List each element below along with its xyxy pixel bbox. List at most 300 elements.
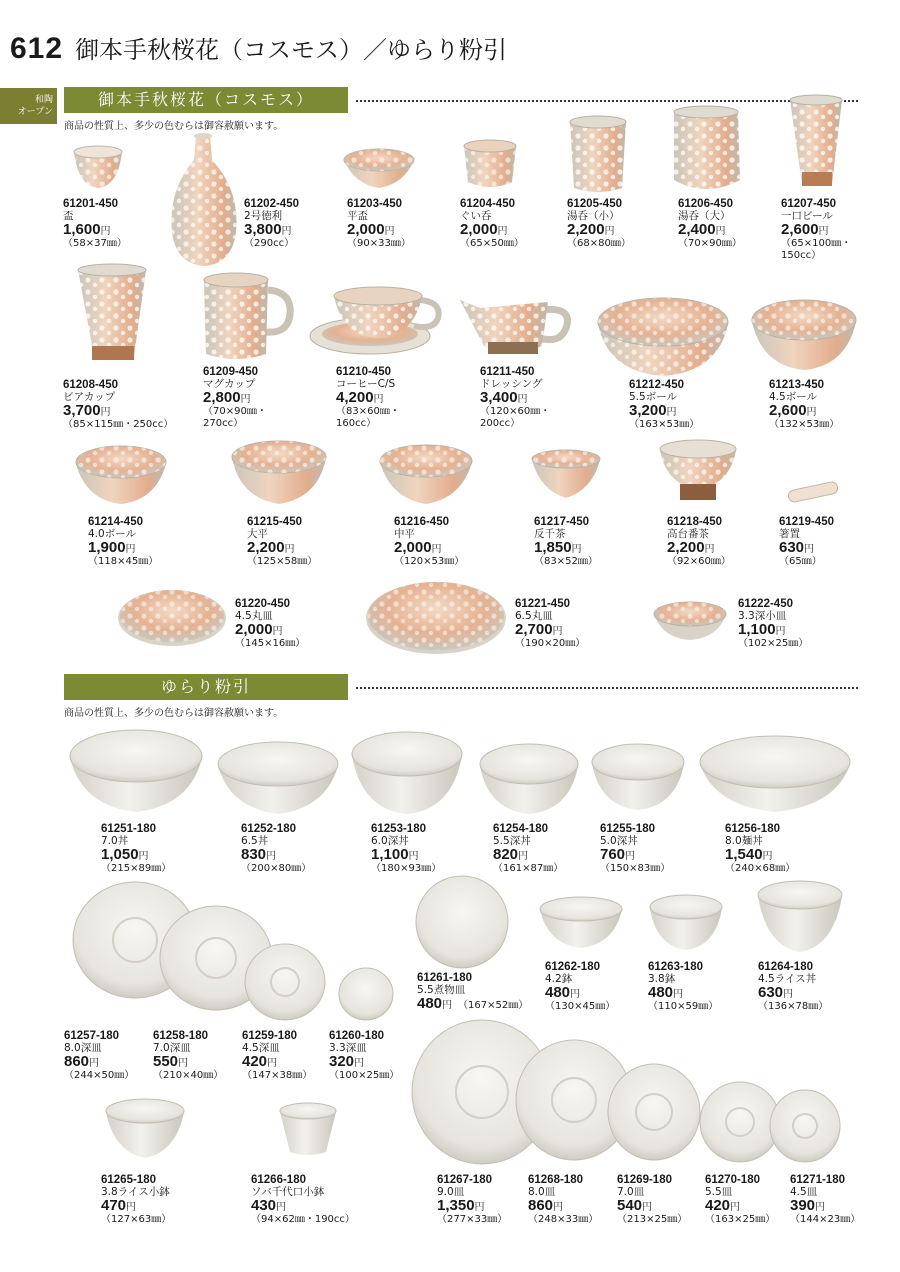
chuhira-bowl-photo — [380, 445, 472, 504]
yen-unit: 円 — [284, 544, 295, 555]
product-name: 5.5深丼 — [493, 835, 531, 847]
product-code: 61266-180 — [251, 1174, 306, 1186]
bowl-7-0-don-photo — [70, 730, 202, 812]
product-name: 箸置 — [779, 528, 800, 540]
product-price: 860 — [528, 1197, 554, 1214]
product-size: （163×25㎜） — [705, 1214, 776, 1225]
product-size: （127×63㎜） — [101, 1214, 172, 1225]
product-code: 61209-450 — [203, 366, 258, 378]
product-entry — [617, 1174, 687, 1226]
product-code: 61271-180 — [790, 1174, 845, 1186]
yen-unit: 円 — [281, 226, 292, 237]
product-price: 1,540 — [725, 846, 763, 863]
product-code: 61262-180 — [545, 961, 600, 973]
product-name: 4.2鉢 — [545, 973, 573, 985]
product-entry — [394, 516, 464, 568]
product-name: 6.5丼 — [241, 835, 269, 847]
soba-cup-photo — [280, 1103, 336, 1155]
coffee-cup-saucer-photo — [310, 287, 439, 354]
product-entry — [371, 823, 441, 875]
product-size: （161×87㎜） — [493, 863, 564, 874]
product-size: （213×25㎜） — [617, 1214, 688, 1225]
product-code: 61213-450 — [769, 379, 824, 391]
product-entry — [203, 366, 267, 430]
product-code: 61215-450 — [247, 516, 302, 528]
yen-unit: 円 — [730, 1202, 741, 1213]
product-name: 4.5深皿 — [242, 1042, 280, 1054]
yen-unit: 円 — [715, 226, 726, 237]
product-name: 5.0深丼 — [600, 835, 638, 847]
product-entry — [629, 379, 699, 431]
product-code: 61257-180 — [64, 1030, 119, 1042]
product-size: （120×53㎜） — [394, 556, 465, 567]
product-entry — [528, 1174, 598, 1226]
product-code: 61211-450 — [480, 366, 535, 378]
product-entry — [460, 198, 524, 250]
yen-unit: 円 — [100, 226, 111, 237]
tokkuri-photo — [171, 133, 236, 266]
product-size: （70×90㎜） — [678, 238, 742, 249]
product-code: 61218-450 — [667, 516, 722, 528]
product-code: 61264-180 — [758, 961, 813, 973]
yen-unit: 円 — [384, 226, 395, 237]
product-code: 61263-180 — [648, 961, 703, 973]
product-size: （102×25㎜） — [738, 638, 809, 649]
product-price: 2,700 — [515, 621, 553, 638]
bowl-3-8-photo — [650, 895, 722, 950]
bancha-cup-photo — [660, 440, 736, 500]
product-entry — [88, 516, 158, 568]
product-size-cont: 150cc） — [781, 250, 822, 261]
product-price: 420 — [242, 1053, 268, 1070]
product-price: 630 — [779, 539, 805, 556]
product-price: 2,200 — [567, 221, 605, 238]
product-price: 480 — [417, 995, 443, 1012]
product-price: 1,050 — [101, 846, 139, 863]
yen-unit: 円 — [642, 1202, 653, 1213]
product-code: 61205-450 — [567, 198, 622, 210]
yen-unit: 円 — [673, 989, 684, 1000]
product-code: 61214-450 — [88, 516, 143, 528]
yen-unit: 円 — [276, 1202, 287, 1213]
product-code: 61210-450 — [336, 366, 391, 378]
yen-unit: 円 — [240, 394, 251, 405]
yunomi-small-photo — [570, 116, 626, 192]
product-price: 540 — [617, 1197, 643, 1214]
product-price: 830 — [241, 846, 267, 863]
yen-unit: 円 — [354, 1058, 365, 1069]
yen-unit: 円 — [138, 851, 149, 862]
product-price: 320 — [329, 1053, 355, 1070]
product-price: 390 — [790, 1197, 816, 1214]
product-name: 2号徳利 — [244, 210, 283, 222]
yen-unit: 円 — [517, 394, 528, 405]
product-name: 3.8鉢 — [648, 973, 676, 985]
yen-unit: 円 — [442, 1000, 453, 1011]
product-entry — [153, 1030, 223, 1082]
product-code: 61253-180 — [371, 823, 426, 835]
product-size: （144×23㎜） — [790, 1214, 861, 1225]
product-size: （145×16㎜） — [235, 638, 306, 649]
product-size: （277×33㎜） — [437, 1214, 508, 1225]
product-size: （136×78㎜） — [758, 1001, 829, 1012]
product-price: 1,100 — [738, 621, 776, 638]
product-code: 61269-180 — [617, 1174, 672, 1186]
yen-unit: 円 — [762, 851, 773, 862]
yen-unit: 円 — [373, 394, 384, 405]
product-entry — [600, 823, 670, 875]
product-size: （83×52㎜） — [534, 556, 598, 567]
nimono-plate-photo — [416, 876, 508, 968]
yen-unit: 円 — [89, 1058, 100, 1069]
product-size-cont: 160cc） — [336, 418, 377, 429]
product-size: （120×60㎜・ — [480, 406, 551, 417]
product-code: 61204-450 — [460, 198, 515, 210]
product-name: 一口ビール — [781, 210, 833, 222]
product-name: 6.0深丼 — [371, 835, 409, 847]
product-size: （90×33㎜） — [347, 238, 411, 249]
section-divider — [356, 687, 858, 689]
product-price: 860 — [64, 1053, 90, 1070]
product-name: 9.0皿 — [437, 1186, 465, 1198]
rice-bowl-4-5-photo — [758, 881, 842, 952]
product-price: 2,600 — [781, 221, 819, 238]
product-price: 2,000 — [394, 539, 432, 556]
product-size: （290cc） — [244, 238, 295, 249]
yen-unit: 円 — [408, 851, 419, 862]
product-entry — [545, 961, 615, 1013]
product-code: 61259-180 — [242, 1030, 297, 1042]
plate-5-5-photo — [700, 1082, 780, 1162]
product-price: 3,200 — [629, 402, 667, 419]
product-name: 3.3深皿 — [329, 1042, 367, 1054]
product-size: （65㎜） — [779, 556, 822, 567]
product-size: （150×83㎜） — [600, 863, 671, 874]
yen-unit: 円 — [431, 544, 442, 555]
product-entry — [769, 379, 839, 431]
product-size: （132×53㎜） — [769, 419, 840, 430]
product-code: 61254-180 — [493, 823, 548, 835]
product-code: 61268-180 — [528, 1174, 583, 1186]
yen-unit: 円 — [178, 1058, 189, 1069]
product-code: 61220-450 — [235, 598, 290, 610]
product-price: 4,200 — [336, 389, 374, 406]
product-price: 2,000 — [347, 221, 385, 238]
product-price: 420 — [705, 1197, 731, 1214]
plate-4-5-photo — [118, 590, 226, 646]
product-entry — [251, 1174, 355, 1226]
product-name: 湯呑（小） — [567, 210, 620, 222]
product-name: 3.8ライス小鉢 — [101, 1186, 170, 1198]
product-size: （65×50㎜） — [460, 238, 524, 249]
product-size: （200×80㎜） — [241, 863, 312, 874]
product-entry — [758, 961, 828, 1013]
ohira-bowl-photo — [232, 441, 326, 504]
product-entry — [678, 198, 742, 250]
product-size: （240×68㎜） — [725, 863, 796, 874]
product-size: （118×45㎜） — [88, 556, 159, 567]
yen-unit: 円 — [518, 851, 529, 862]
yunomi-large-photo — [674, 106, 740, 189]
product-entry — [64, 1030, 134, 1082]
product-name: ビアカップ — [63, 391, 116, 403]
product-size: （65×100㎜・ — [781, 238, 852, 249]
product-entry — [101, 823, 171, 875]
product-name: 7.0丼 — [101, 835, 129, 847]
product-size: （248×33㎜） — [528, 1214, 599, 1225]
bowl-6-0-deep-don-photo — [352, 732, 462, 814]
product-code: 61270-180 — [705, 1174, 760, 1186]
yen-unit: 円 — [571, 544, 582, 555]
product-price: 2,000 — [235, 621, 273, 638]
product-name: 平盃 — [347, 210, 368, 222]
product-price: 3,400 — [480, 389, 518, 406]
product-entry — [480, 366, 550, 430]
product-price: 1,850 — [534, 539, 572, 556]
deep-plate-3-3-photo — [339, 968, 393, 1020]
product-name: 反千茶 — [534, 528, 566, 540]
product-name: 7.0皿 — [617, 1186, 645, 1198]
product-name: マグカップ — [203, 378, 256, 390]
product-name: 8.0麺丼 — [725, 835, 763, 847]
product-name: 8.0深皿 — [64, 1042, 102, 1054]
product-price: 470 — [101, 1197, 127, 1214]
category-tab-line1: 和陶 — [34, 95, 53, 105]
product-entry — [235, 598, 305, 650]
product-name: ドレッシング — [480, 378, 543, 390]
product-price: 2,800 — [203, 389, 241, 406]
product-entry — [781, 198, 851, 262]
product-size: （110×59㎜） — [648, 1001, 719, 1012]
product-name: 7.0深皿 — [153, 1042, 191, 1054]
product-name: 4.5丸皿 — [235, 610, 273, 622]
product-code: 61222-450 — [738, 598, 793, 610]
product-entry — [437, 1174, 507, 1226]
yen-unit: 円 — [815, 1202, 826, 1213]
product-entry — [779, 516, 834, 568]
product-size: （215×89㎜） — [101, 863, 172, 874]
bowl-5-0-deep-don-photo — [592, 744, 684, 810]
product-price: 630 — [758, 984, 784, 1001]
yen-unit: 円 — [474, 1202, 485, 1213]
product-name: 5.5ボール — [629, 391, 677, 403]
product-entry — [515, 598, 585, 650]
product-entry — [247, 516, 317, 568]
product-name: 4.5皿 — [790, 1186, 818, 1198]
product-size: （130×45㎜） — [545, 1001, 616, 1012]
product-code: 61267-180 — [437, 1174, 492, 1186]
product-price: 2,600 — [769, 402, 807, 419]
page-number: 612 — [10, 32, 64, 65]
product-price: 1,100 — [371, 846, 409, 863]
page-title: 御本手秋桜花（コスモス）／ゆらり粉引 — [75, 36, 508, 64]
yen-unit: 円 — [267, 1058, 278, 1069]
product-code: 61221-450 — [515, 598, 570, 610]
yen-unit: 円 — [272, 626, 283, 637]
product-price: 480 — [545, 984, 571, 1001]
plate-7-0-photo — [608, 1064, 700, 1160]
yen-unit: 円 — [818, 226, 829, 237]
section-title-cosmos: 御本手秋桜花（コスモス） — [64, 87, 348, 113]
section-title-kohiki: ゆらり粉引 — [64, 674, 348, 700]
bowl-5-5-photo — [598, 298, 728, 376]
product-entry — [347, 198, 411, 250]
yen-unit: 円 — [666, 407, 677, 418]
yen-unit: 円 — [570, 989, 581, 1000]
product-name: 8.0皿 — [528, 1186, 556, 1198]
product-entry — [790, 1174, 860, 1226]
product-name: 湯呑（大） — [678, 210, 731, 222]
yen-unit: 円 — [497, 226, 508, 237]
product-size-cont: 200cc） — [480, 418, 521, 429]
product-code: 61212-450 — [629, 379, 684, 391]
product-size: （85×115㎜・250cc） — [63, 419, 174, 430]
product-price: 820 — [493, 846, 519, 863]
guinomi-photo — [464, 140, 516, 187]
product-code: 61219-450 — [779, 516, 834, 528]
product-size: （58×37㎜） — [63, 238, 127, 249]
product-entry — [244, 198, 299, 250]
product-price: 1,900 — [88, 539, 126, 556]
product-code: 61255-180 — [600, 823, 655, 835]
product-price: 550 — [153, 1053, 179, 1070]
product-name: ソバ千代口小鉢 — [251, 1186, 325, 1198]
product-price: 3,800 — [244, 221, 282, 238]
product-entry — [63, 198, 127, 250]
product-code: 61217-450 — [534, 516, 589, 528]
sake-cup-photo — [74, 146, 122, 188]
bowl-4-5-photo — [752, 300, 856, 370]
plate-6-5-photo — [366, 582, 506, 654]
product-size: （70×90㎜・ — [203, 406, 267, 417]
deep-plate-4-5-photo — [245, 944, 325, 1020]
product-code: 61201-450 — [63, 198, 118, 210]
mug-photo — [204, 273, 290, 359]
product-size: （83×60㎜・ — [336, 406, 400, 417]
bowl-6-5-don-photo — [218, 742, 338, 814]
product-code: 61265-180 — [101, 1174, 156, 1186]
product-price: 2,400 — [678, 221, 716, 238]
yen-unit: 円 — [783, 989, 794, 1000]
product-entry — [534, 516, 598, 568]
product-size: （167×52㎜） — [458, 1000, 529, 1011]
bowl-4-0-photo — [76, 446, 166, 504]
product-code: 61203-450 — [347, 198, 402, 210]
chopstick-rest-photo — [787, 481, 838, 503]
bowl-4-2-photo — [540, 897, 622, 948]
product-code: 61216-450 — [394, 516, 449, 528]
product-name: 盃 — [63, 210, 74, 222]
product-entry — [242, 1030, 312, 1082]
product-name: ぐい呑 — [460, 210, 492, 222]
product-entry — [336, 366, 400, 430]
small-deep-plate-photo — [654, 602, 726, 640]
product-code: 61206-450 — [678, 198, 733, 210]
product-name: 4.5ボール — [769, 391, 817, 403]
product-price: 2,000 — [460, 221, 498, 238]
product-code: 61256-180 — [725, 823, 780, 835]
product-size: （147×38㎜） — [242, 1070, 313, 1081]
product-size: （68×80㎜） — [567, 238, 631, 249]
product-name: 5.5皿 — [705, 1186, 733, 1198]
yen-unit: 円 — [806, 407, 817, 418]
bowl-5-5-deep-don-photo — [480, 744, 578, 814]
product-code: 61261-180 — [417, 972, 472, 984]
product-entry — [329, 1030, 399, 1082]
product-price: 430 — [251, 1197, 277, 1214]
yen-unit: 円 — [625, 851, 636, 862]
product-entry — [63, 379, 173, 431]
product-price: 1,600 — [63, 221, 101, 238]
product-entry — [738, 598, 808, 650]
rice-small-bowl-photo — [106, 1099, 184, 1158]
product-price: 1,350 — [437, 1197, 475, 1214]
product-code: 61251-180 — [101, 823, 156, 835]
yen-unit: 円 — [553, 1202, 564, 1213]
product-entry — [241, 823, 311, 875]
product-code: 61208-450 — [63, 379, 118, 391]
product-entry — [648, 961, 718, 1013]
product-price: 760 — [600, 846, 626, 863]
product-size: （210×40㎜） — [153, 1070, 224, 1081]
product-entry — [101, 1174, 171, 1226]
product-entry — [493, 823, 563, 875]
product-name: 6.5丸皿 — [515, 610, 553, 622]
bowl-8-0-noodle-photo — [700, 736, 850, 812]
product-size: （180×93㎜） — [371, 863, 442, 874]
yen-unit: 円 — [804, 544, 815, 555]
product-entry — [725, 823, 795, 875]
product-name: 4.0ボール — [88, 528, 136, 540]
product-name: 中平 — [394, 528, 415, 540]
product-name: 大平 — [247, 528, 268, 540]
yen-unit: 円 — [604, 226, 615, 237]
product-size: （92×60㎜） — [667, 556, 731, 567]
yen-unit: 円 — [704, 544, 715, 555]
product-price: 480 — [648, 984, 674, 1001]
product-price: 2,200 — [247, 539, 285, 556]
product-entry — [667, 516, 731, 568]
product-code: 61252-180 — [241, 823, 296, 835]
beer-cup-photo — [78, 264, 146, 360]
mini-beer-cup-photo — [790, 95, 842, 186]
yen-unit: 円 — [100, 407, 111, 418]
yen-unit: 円 — [552, 626, 563, 637]
yen-unit: 円 — [125, 544, 136, 555]
product-size: （125×58㎜） — [247, 556, 318, 567]
yen-unit: 円 — [266, 851, 277, 862]
dressing-pitcher-photo — [460, 300, 568, 354]
product-name: 3.3深小皿 — [738, 610, 787, 622]
product-size: （94×62㎜・190cc） — [251, 1214, 355, 1225]
yen-unit: 円 — [126, 1202, 137, 1213]
section-note-cosmos: 商品の性質上、多少の色むらは御容赦願います。 — [64, 121, 284, 132]
flat-sake-cup-photo — [344, 149, 414, 188]
product-entry — [567, 198, 631, 250]
product-entry — [705, 1174, 775, 1226]
product-size: （190×20㎜） — [515, 638, 586, 649]
product-code: 61207-450 — [781, 198, 836, 210]
section-note-kohiki: 商品の性質上、多少の色むらは御容赦願います。 — [64, 708, 284, 719]
sencha-cup-photo — [532, 450, 600, 498]
yen-unit: 円 — [775, 626, 786, 637]
product-size: （244×50㎜） — [64, 1070, 135, 1081]
product-code: 61258-180 — [153, 1030, 208, 1042]
product-size: （163×53㎜） — [629, 419, 700, 430]
category-tab-line2: オープン — [17, 107, 53, 117]
product-price: 3,700 — [63, 402, 101, 419]
product-name: コーヒーC/S — [336, 378, 396, 390]
